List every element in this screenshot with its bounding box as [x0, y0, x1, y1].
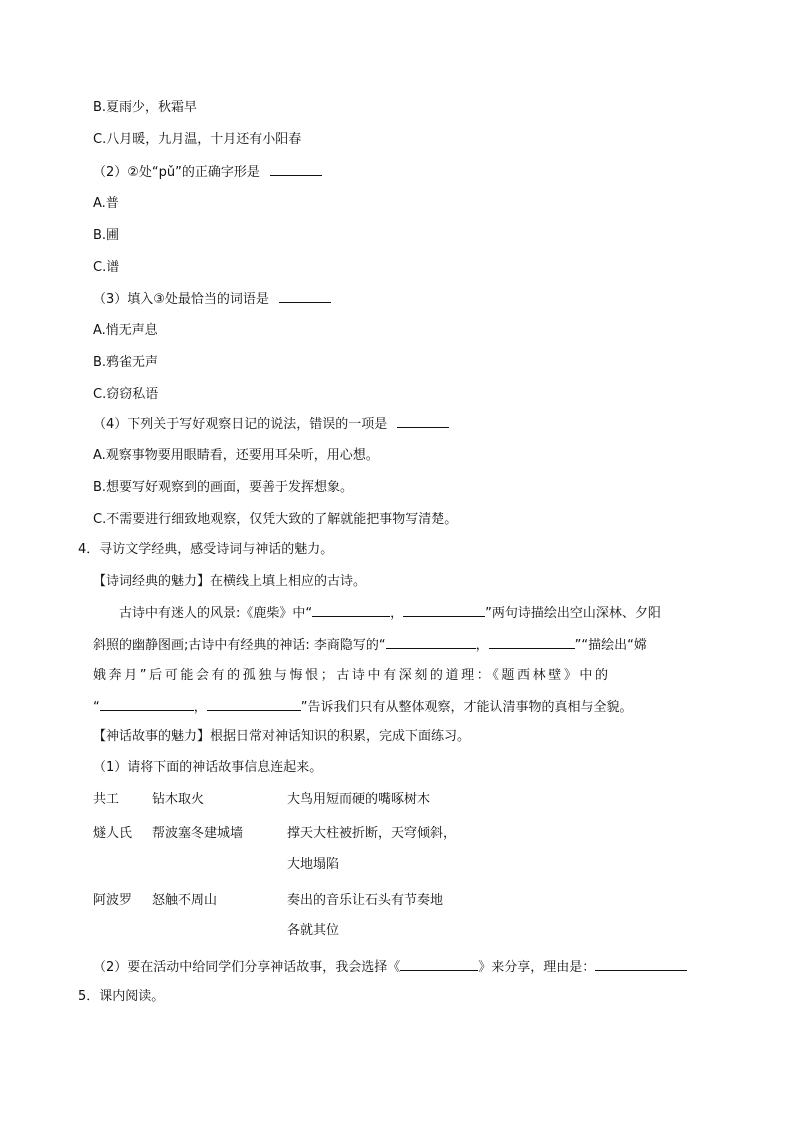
text: 古诗中有迷人的风景:《鹿柴》中“ — [119, 606, 313, 621]
sub3-option-b: B.鸦雀无声 — [93, 355, 159, 370]
fill-blank — [207, 697, 301, 711]
sub4-option-a: A.观察事物要用眼睛看，还要用耳朵听，用心想。 — [93, 448, 379, 463]
text: ， — [475, 638, 489, 653]
answer-blank — [279, 289, 331, 303]
sub3-stem: （3）填入③处最恰当的词语是 — [93, 292, 269, 307]
text: ”“描绘出“嫦 — [574, 638, 647, 653]
fill-blank — [403, 603, 485, 617]
text: 》来分享，理由是： — [478, 960, 596, 975]
answer-blank — [397, 414, 449, 428]
sub2-option-b: B.圃 — [93, 228, 120, 243]
option-c-prev: C.八月暖，九月温，十月还有小阳春 — [93, 132, 302, 147]
sub2-stem: （2）②处“pǔ”的正确字形是 — [93, 165, 260, 180]
sub3-option-a: A.悄无声息 — [93, 323, 158, 338]
text: ， — [193, 700, 207, 715]
text: ”告诉我们只有从整体观察，才能认清事物的真相与全貌。 — [300, 700, 633, 715]
sub2-option-c: C.谱 — [93, 260, 120, 275]
sub4-option-c: C.不需要进行细致地观察，仅凭大致的了解就能把事物写清楚。 — [93, 512, 458, 527]
myth-heading: 【神话故事的魅力】根据日常对神话知识的积累，完成下面练习。 — [93, 729, 471, 744]
poetry-line-2 — [93, 635, 647, 656]
myth-detail-2-cont: 大地塌陷 — [287, 857, 340, 872]
sub3-option-c: C.窃窃私语 — [93, 387, 159, 402]
question-4-title: 4．寻访文学经典，感受诗词与神话的魅力。 — [78, 542, 334, 557]
sub4-stem-line — [93, 414, 449, 435]
myth-detail-2: 撑天大柱被折断，天穹倾斜， — [287, 826, 457, 841]
myth-event-1: 钻木取火 — [152, 792, 205, 807]
myth-name-3: 阿波罗 — [93, 893, 133, 908]
myth-detail-1: 大鸟用短而硬的嘴啄树木 — [287, 792, 431, 807]
myth-name-1: 共工 — [93, 792, 120, 807]
question-5-title: 5．课内阅读。 — [78, 989, 165, 1004]
poetry-heading: 【诗词经典的魅力】在横线上填上相应的古诗。 — [93, 574, 367, 589]
text: ， — [390, 606, 404, 621]
myth-event-3: 怒触不周山 — [152, 893, 218, 908]
myth-name-2: 燧人氏 — [93, 826, 133, 841]
fill-blank — [400, 957, 478, 971]
myth-detail-3: 奏出的音乐让石头有节奏地 — [287, 893, 444, 908]
text: （2）要在活动中给同学们分享神话故事，我会选择《 — [93, 960, 401, 975]
myth-detail-3-cont: 各就其位 — [287, 923, 340, 938]
fill-blank — [312, 603, 390, 617]
text: ”两句诗描绘出空山深林、夕阳 — [485, 606, 661, 621]
sub4-stem: （4）下列关于写好观察日记的说法，错误的一项是 — [93, 417, 388, 432]
myth-event-2: 帮波塞冬建城墙 — [152, 826, 244, 841]
fill-blank — [595, 957, 687, 971]
myth-sub1: （1）请将下面的神话故事信息连起来。 — [93, 760, 323, 775]
sub4-option-b: B.想要写好观察到的画面，要善于发挥想象。 — [93, 480, 354, 495]
poetry-line-1 — [119, 603, 661, 624]
myth-sub2 — [93, 957, 687, 978]
fill-blank — [100, 697, 194, 711]
sub2-stem-line — [93, 162, 322, 183]
option-b-prev: B.夏雨少，秋霜早 — [93, 100, 198, 115]
fill-blank — [386, 635, 476, 649]
text: 斜照的幽静图画;古诗中有经典的神话: 李商隐写的“ — [93, 638, 386, 653]
sub2-option-a: A.普 — [93, 196, 119, 211]
answer-blank — [270, 162, 322, 176]
fill-blank — [489, 635, 575, 649]
poetry-line-4 — [93, 697, 633, 718]
text: “ — [93, 700, 100, 715]
sub3-stem-line — [93, 289, 331, 310]
poetry-line-3: 娥奔月”后可能会有的孤独与悔恨；古诗中有深刻的道理：《题西林壁》中的 — [93, 668, 611, 683]
